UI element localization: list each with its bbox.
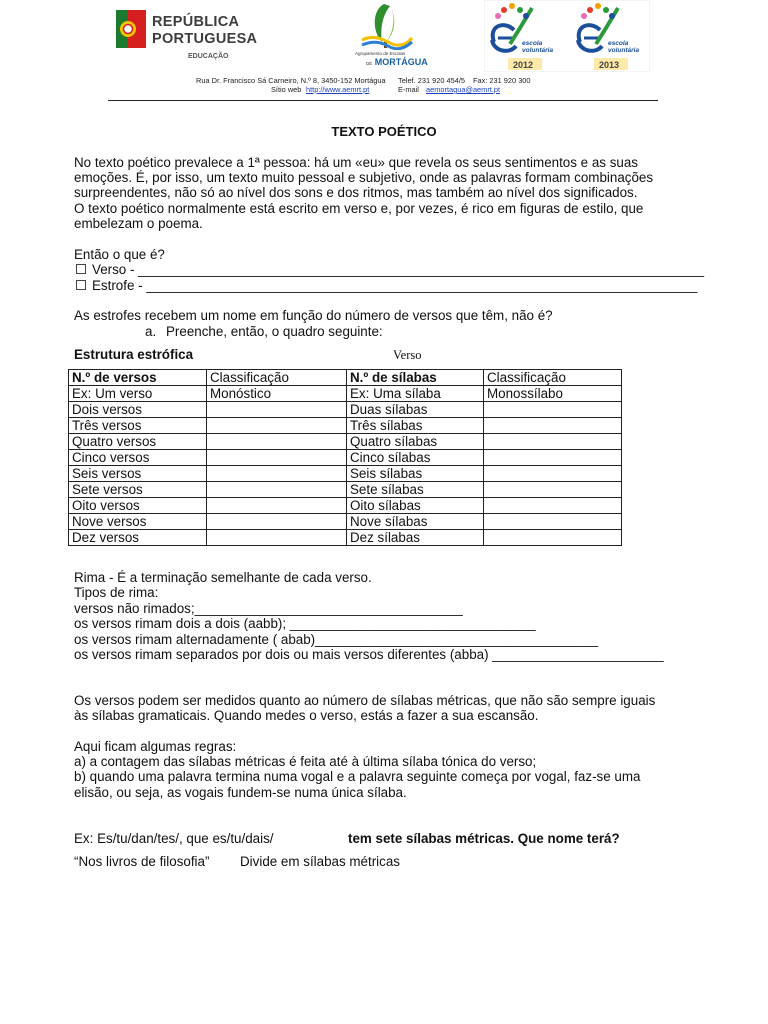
- escola-voluntaria-text-2: escola voluntária: [608, 40, 640, 54]
- tipos-rima: Tipos de rima:: [74, 585, 159, 600]
- intro-line: No texto poético prevalece a 1ª pessoa: há um «eu» que revela os seus sentimentos e as suas: [74, 155, 638, 170]
- rima-definition: Rima - É a terminação semelhante de cada verso.: [74, 570, 372, 585]
- agrupamento-text: Agrupamento de Escolas: [355, 51, 406, 56]
- table-row: [69, 498, 622, 514]
- table-cell: Sete versos: [69, 482, 207, 498]
- table-input-cell[interactable]: [484, 434, 622, 450]
- site-link[interactable]: http://www.aemrt.pt: [306, 85, 370, 94]
- republica-portuguesa-logo: [108, 2, 256, 72]
- verso-item[interactable]: Verso - ____________________________________________________________________________: [74, 262, 704, 278]
- table-input-cell[interactable]: [207, 402, 347, 418]
- address: Rua Dr. Francisco Sá Carneiro, N.º 8, 3450-152 Mortágua: [196, 76, 386, 85]
- table-row: [69, 450, 622, 466]
- table-input-cell[interactable]: [484, 482, 622, 498]
- table-input-cell[interactable]: [484, 402, 622, 418]
- portugal-flag-icon: [116, 10, 146, 48]
- estrutura-estrofica-label: Estrutura estrófica: [74, 347, 194, 362]
- rima-item[interactable]: os versos rimam alternadamente ( abab)______________________________________: [74, 632, 599, 647]
- header-n-silabas: N.º de sílabas: [347, 370, 484, 386]
- table-header-row: [69, 370, 622, 386]
- quote-instruction: Divide em sílabas métricas: [240, 854, 400, 869]
- regras-line: a) a contagem das sílabas métricas é feita até à última sílaba tónica do verso;: [74, 754, 537, 769]
- header-classificacao: Classificação: [207, 370, 347, 386]
- checkbox-icon: [76, 280, 86, 290]
- table-cell: Seis versos: [69, 466, 207, 482]
- table-input-cell[interactable]: [484, 466, 622, 482]
- table-cell: Monóstico: [207, 386, 347, 402]
- regras-line: b) quando uma palavra termina numa vogal e a palavra seguinte começa por vogal, faz-se uma: [74, 769, 641, 784]
- rima-item[interactable]: os versos rimam separados por dois ou mais versos diferentes (abba) _______________________: [74, 647, 664, 662]
- table-cell: Nove sílabas: [347, 514, 484, 530]
- estrofes-text: As estrofes recebem um nome em função do número de versos que têm, não é?: [74, 308, 553, 323]
- intro-line: emoções. É, por isso, um texto muito pessoal e subjetivo, onde as palavras formam combinações: [74, 170, 654, 185]
- quote-text: “Nos livros de filosofia”: [74, 854, 210, 869]
- medicao-line: às sílabas gramaticais. Quando medes o verso, estás a fazer a sua escansão.: [74, 708, 539, 723]
- table-input-cell[interactable]: [207, 418, 347, 434]
- instruction-text: Preenche, então, o quadro seguinte:: [166, 324, 383, 339]
- email-link[interactable]: aemortagua@aemrt.pt: [426, 85, 501, 94]
- table-input-cell[interactable]: [484, 450, 622, 466]
- table-cell: Duas sílabas: [347, 402, 484, 418]
- portuguesa-text: PORTUGUESA: [152, 31, 258, 47]
- instruction-letter: a.: [145, 324, 157, 339]
- example-question: tem sete sílabas métricas. Que nome terá?: [348, 831, 620, 846]
- table-input-cell[interactable]: [207, 466, 347, 482]
- table-input-cell[interactable]: [484, 418, 622, 434]
- year-2012: 2012: [513, 60, 534, 70]
- rima-item[interactable]: os versos rimam dois a dois (aabb); _________________________________: [74, 616, 536, 631]
- table-input-cell[interactable]: [207, 514, 347, 530]
- table-row: [69, 514, 622, 530]
- intro-line: O texto poético normalmente está escrito em verso e, por vezes, é rico em figuras de estilo, que: [74, 201, 644, 216]
- table-row: [69, 466, 622, 482]
- header-divider: [108, 100, 658, 101]
- mortagua-emblem-icon: [360, 2, 414, 50]
- year-2013: 2013: [599, 60, 620, 70]
- table-cell: Nove versos: [69, 514, 207, 530]
- table-row: [69, 530, 622, 546]
- header-n-versos: N.º de versos: [69, 370, 207, 386]
- table-input-cell[interactable]: [484, 498, 622, 514]
- table-input-cell[interactable]: [207, 450, 347, 466]
- table-cell: Sete sílabas: [347, 482, 484, 498]
- regras-line: Aqui ficam algumas regras:: [74, 739, 237, 754]
- table-input-cell[interactable]: [207, 530, 347, 546]
- page-title: TEXTO POÉTICO: [331, 124, 437, 139]
- verso-label: Verso: [393, 348, 422, 362]
- table-row: [69, 418, 622, 434]
- regras-line: elisão, ou seja, as vogais fundem-se numa única sílaba.: [74, 785, 407, 800]
- estrutura-table: [68, 369, 622, 546]
- escola-voluntaria-text-1: escola voluntária: [522, 40, 554, 54]
- table-row: [69, 402, 622, 418]
- table-cell: Monossílabo: [484, 386, 622, 402]
- agrupamento-mortagua-logo: [352, 0, 428, 72]
- table-cell: Três versos: [69, 418, 207, 434]
- estrofe-item[interactable]: Estrofe - __________________________________________________________________________: [74, 278, 697, 294]
- checkbox-icon: [76, 264, 86, 274]
- table-row: [69, 386, 622, 402]
- table-cell: Oito versos: [69, 498, 207, 514]
- mortagua-text: DE MORTÁGUA: [366, 57, 428, 67]
- republica-text: REPÚBLICA: [152, 14, 240, 30]
- table-input-cell[interactable]: [207, 482, 347, 498]
- educacao-text: EDUCAÇÃO: [188, 53, 229, 60]
- table-cell: Cinco sílabas: [347, 450, 484, 466]
- escola-voluntaria-logos: [484, 0, 650, 72]
- fax: Fax: 231 920 300: [473, 76, 531, 85]
- question-text: Então o que é?: [74, 247, 165, 262]
- escola-voluntaria-emblem-icon: [484, 0, 650, 72]
- intro-line: embelezam o poema.: [74, 216, 203, 231]
- intro-line: surpreendentes, não só ao nível dos sons e dos ritmos, mas também ao nível dos significados.: [74, 185, 638, 200]
- table-row: [69, 434, 622, 450]
- table-row: [69, 482, 622, 498]
- table-cell: Três sílabas: [347, 418, 484, 434]
- table-input-cell[interactable]: [207, 498, 347, 514]
- table-cell: Quatro sílabas: [347, 434, 484, 450]
- rima-item[interactable]: versos não rimados;____________________________________: [74, 601, 463, 616]
- table-cell: Dez sílabas: [347, 530, 484, 546]
- example-text: Ex: Es/tu/dan/tes/, que es/tu/dais/: [74, 831, 274, 846]
- phone: Telef. 231 920 454/5: [398, 76, 465, 85]
- table-cell: Oito sílabas: [347, 498, 484, 514]
- table-input-cell[interactable]: [207, 434, 347, 450]
- medicao-line: Os versos podem ser medidos quanto ao número de sílabas métricas, que não são sempre iguais: [74, 693, 656, 708]
- site-label: Sítio web: [271, 85, 302, 94]
- table-cell: Seis sílabas: [347, 466, 484, 482]
- header-classificacao: Classificação: [484, 370, 622, 386]
- email-label: E-mail: [398, 85, 419, 94]
- table-cell: Ex: Um verso: [69, 386, 207, 402]
- table-cell: Ex: Uma sílaba: [347, 386, 484, 402]
- table-cell: Cinco versos: [69, 450, 207, 466]
- table-input-cell[interactable]: [484, 514, 622, 530]
- table-cell: Dois versos: [69, 402, 207, 418]
- table-input-cell[interactable]: [484, 530, 622, 546]
- table-cell: Dez versos: [69, 530, 207, 546]
- table-cell: Quatro versos: [69, 434, 207, 450]
